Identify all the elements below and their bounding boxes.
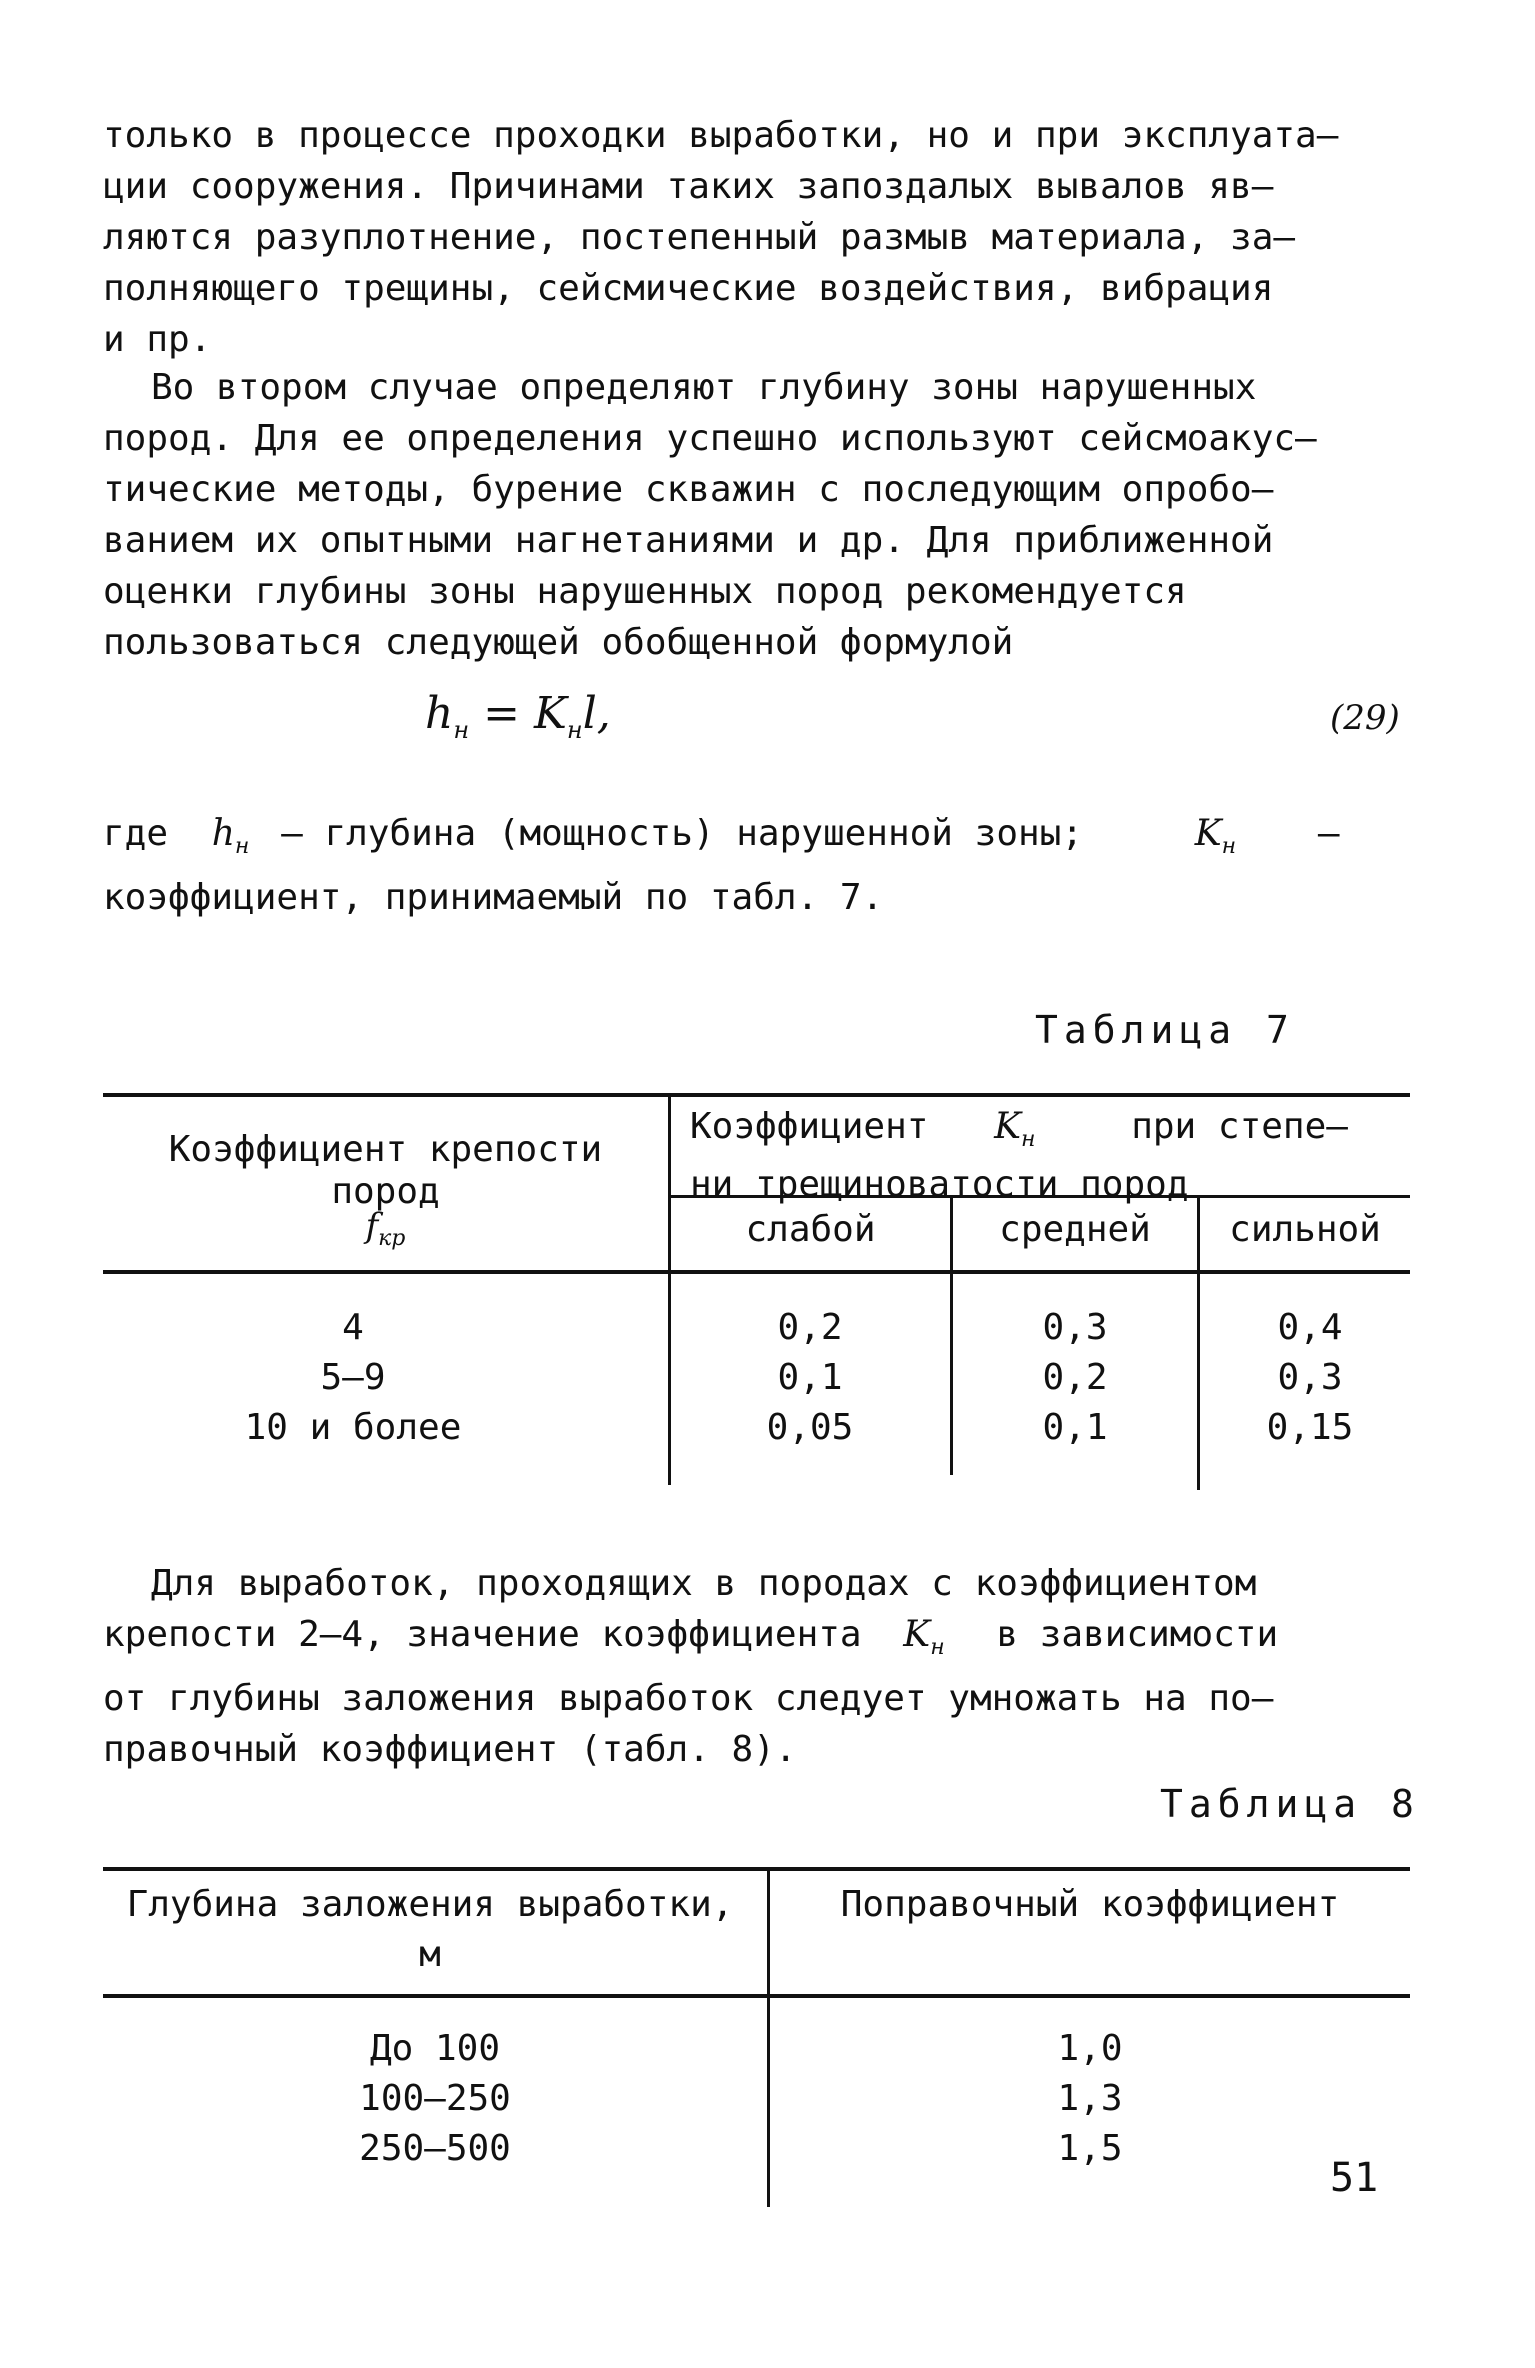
table-7-row-strong: 0,15 bbox=[1266, 1407, 1354, 1448]
where-dash: – bbox=[1317, 813, 1340, 854]
text-fragment: в зависимости bbox=[996, 1614, 1279, 1655]
table-8-row-coef: 1,3 bbox=[1057, 2078, 1123, 2119]
formula-h-sub: н bbox=[453, 715, 470, 744]
table-8-row-depth: 100–250 bbox=[359, 2078, 511, 2119]
table-8-row-coef: 1,5 bbox=[1057, 2128, 1123, 2169]
paragraph-3 bbox=[103, 1558, 1403, 1775]
where-k-symbol bbox=[1194, 813, 1237, 860]
formula-k-sub: н bbox=[566, 715, 583, 744]
text-line: тические методы, бурение скважин с последующим опробо– bbox=[103, 469, 1274, 510]
where-h-symbol bbox=[211, 813, 250, 860]
p3-k-symbol bbox=[903, 1614, 945, 1661]
text-line: только в процессе проходки выработки, но и при эксплуата– bbox=[103, 115, 1339, 156]
where-h-desc: – глубина (мощность) нарушенной зоны; bbox=[281, 813, 1084, 854]
text-line: Для выработок, проходящих в породах с коэффициентом bbox=[151, 1563, 1257, 1604]
table-8-caption: Таблица 8 bbox=[1160, 1782, 1420, 1826]
table-7-row-f: 5–9 bbox=[320, 1357, 386, 1398]
table-7-row-f: 4 bbox=[342, 1307, 364, 1348]
group-header-b: при степе– bbox=[1131, 1106, 1348, 1147]
header-line: Коэффициент крепости bbox=[168, 1129, 603, 1170]
table-8-top-rule bbox=[103, 1867, 1410, 1871]
table-7-subheader-weak: слабой bbox=[745, 1209, 876, 1250]
formula-eq: = bbox=[469, 688, 534, 739]
table-8-row-depth: До 100 bbox=[369, 2028, 501, 2069]
text-line: правочный коэффициент (табл. 8). bbox=[103, 1729, 797, 1771]
where-k: K bbox=[1194, 813, 1222, 854]
table-8-row-coef: 1,0 bbox=[1057, 2028, 1123, 2069]
group-k-symbol bbox=[994, 1106, 1036, 1153]
table-7-caption: Таблица 7 bbox=[1035, 1008, 1295, 1052]
where-line-2: коэффициент, принимаемый по табл. 7. bbox=[103, 877, 884, 919]
f-symbol-sub: кр bbox=[378, 1225, 406, 1251]
p3-k-sub: н bbox=[930, 1635, 945, 1661]
formula-comma: , bbox=[596, 688, 611, 739]
table-7-header-rule bbox=[103, 1270, 1410, 1274]
text-line: от глубины заложения выработок следует умножать на по– bbox=[103, 1678, 1274, 1720]
table-7-row-weak: 0,2 bbox=[777, 1307, 843, 1348]
table-7-row-medium: 0,3 bbox=[1042, 1307, 1108, 1348]
table-8-col1-header bbox=[93, 1880, 767, 1980]
formula-h: h bbox=[425, 688, 454, 739]
group-k-sub: н bbox=[1021, 1127, 1036, 1153]
equation-number: (29) bbox=[1330, 698, 1400, 738]
header-line: Глубина заложения выработки, bbox=[126, 1884, 734, 1925]
where-lead: где bbox=[103, 813, 169, 854]
text-line: ции сооружения. Причинами таких запоздалых вывалов яв– bbox=[103, 166, 1274, 207]
formula-k: K bbox=[534, 688, 567, 739]
paragraph-1 bbox=[103, 110, 1403, 365]
text-line: и пр. bbox=[103, 319, 212, 360]
text-line: пользоваться следующей обобщенной формулой bbox=[103, 622, 1014, 663]
table-8-col2-header: Поправочный коэффициент bbox=[840, 1884, 1340, 1925]
text-line: пород. Для ее определения успешно используют сейсмоакус– bbox=[103, 418, 1317, 459]
header-line: м bbox=[419, 1934, 441, 1975]
header-line: пород bbox=[331, 1171, 440, 1212]
where-h-sub: н bbox=[234, 834, 250, 860]
table-8-header-rule bbox=[103, 1994, 1410, 1998]
where-clause bbox=[103, 808, 1403, 923]
group-header-line-2: ни трещиноватости пород bbox=[690, 1164, 1189, 1206]
table-7-row-medium: 0,1 bbox=[1042, 1407, 1108, 1448]
p3-k: K bbox=[903, 1614, 931, 1655]
table-7-row-f: 10 и более bbox=[244, 1407, 462, 1448]
group-header-line-1 bbox=[690, 1102, 1410, 1165]
text-line: Во втором случае определяют глубину зоны нарушенных bbox=[151, 367, 1257, 408]
table-7-group-header bbox=[690, 1102, 1410, 1205]
table-7-divider bbox=[668, 1093, 671, 1485]
group-header-a: Коэффициент bbox=[690, 1106, 929, 1147]
where-k-sub: н bbox=[1221, 834, 1237, 860]
text-line: оценки глубины зоны нарушенных пород рекомендуется bbox=[103, 571, 1187, 612]
page-number: 51 bbox=[1330, 2155, 1379, 2201]
table-7-top-rule bbox=[103, 1093, 1410, 1097]
table-7-row-weak: 0,1 bbox=[777, 1357, 843, 1398]
table-7-col1-header bbox=[103, 1125, 668, 1256]
table-7-row-weak: 0,05 bbox=[766, 1407, 854, 1448]
f-symbol: f bbox=[365, 1206, 379, 1246]
paragraph-2 bbox=[103, 362, 1403, 668]
table-7-row-strong: 0,4 bbox=[1277, 1307, 1343, 1348]
formula-l: l bbox=[582, 688, 597, 739]
text-fragment: крепости 2–4, значение коэффициента bbox=[103, 1614, 862, 1655]
where-h: h bbox=[211, 813, 235, 854]
formula bbox=[425, 688, 611, 744]
table-8-row-depth: 250–500 bbox=[359, 2128, 511, 2169]
table-7-row-strong: 0,3 bbox=[1277, 1357, 1343, 1398]
group-k: K bbox=[994, 1106, 1022, 1147]
where-line-1 bbox=[103, 808, 1403, 872]
table-7-subheader-medium: средней bbox=[999, 1209, 1151, 1250]
table-7-subheader-strong: сильной bbox=[1229, 1209, 1381, 1250]
text-line: полняющего трещины, сейсмические воздействия, вибрация bbox=[103, 268, 1274, 309]
text-line: ванием их опытными нагнетаниями и др. Для приближенной bbox=[103, 520, 1274, 561]
table-7-row-medium: 0,2 bbox=[1042, 1357, 1108, 1398]
text-line-with-symbol bbox=[103, 1609, 1403, 1673]
table-7-f-symbol bbox=[103, 1206, 668, 1256]
text-line: ляются разуплотнение, постепенный размыв материала, за– bbox=[103, 217, 1296, 258]
